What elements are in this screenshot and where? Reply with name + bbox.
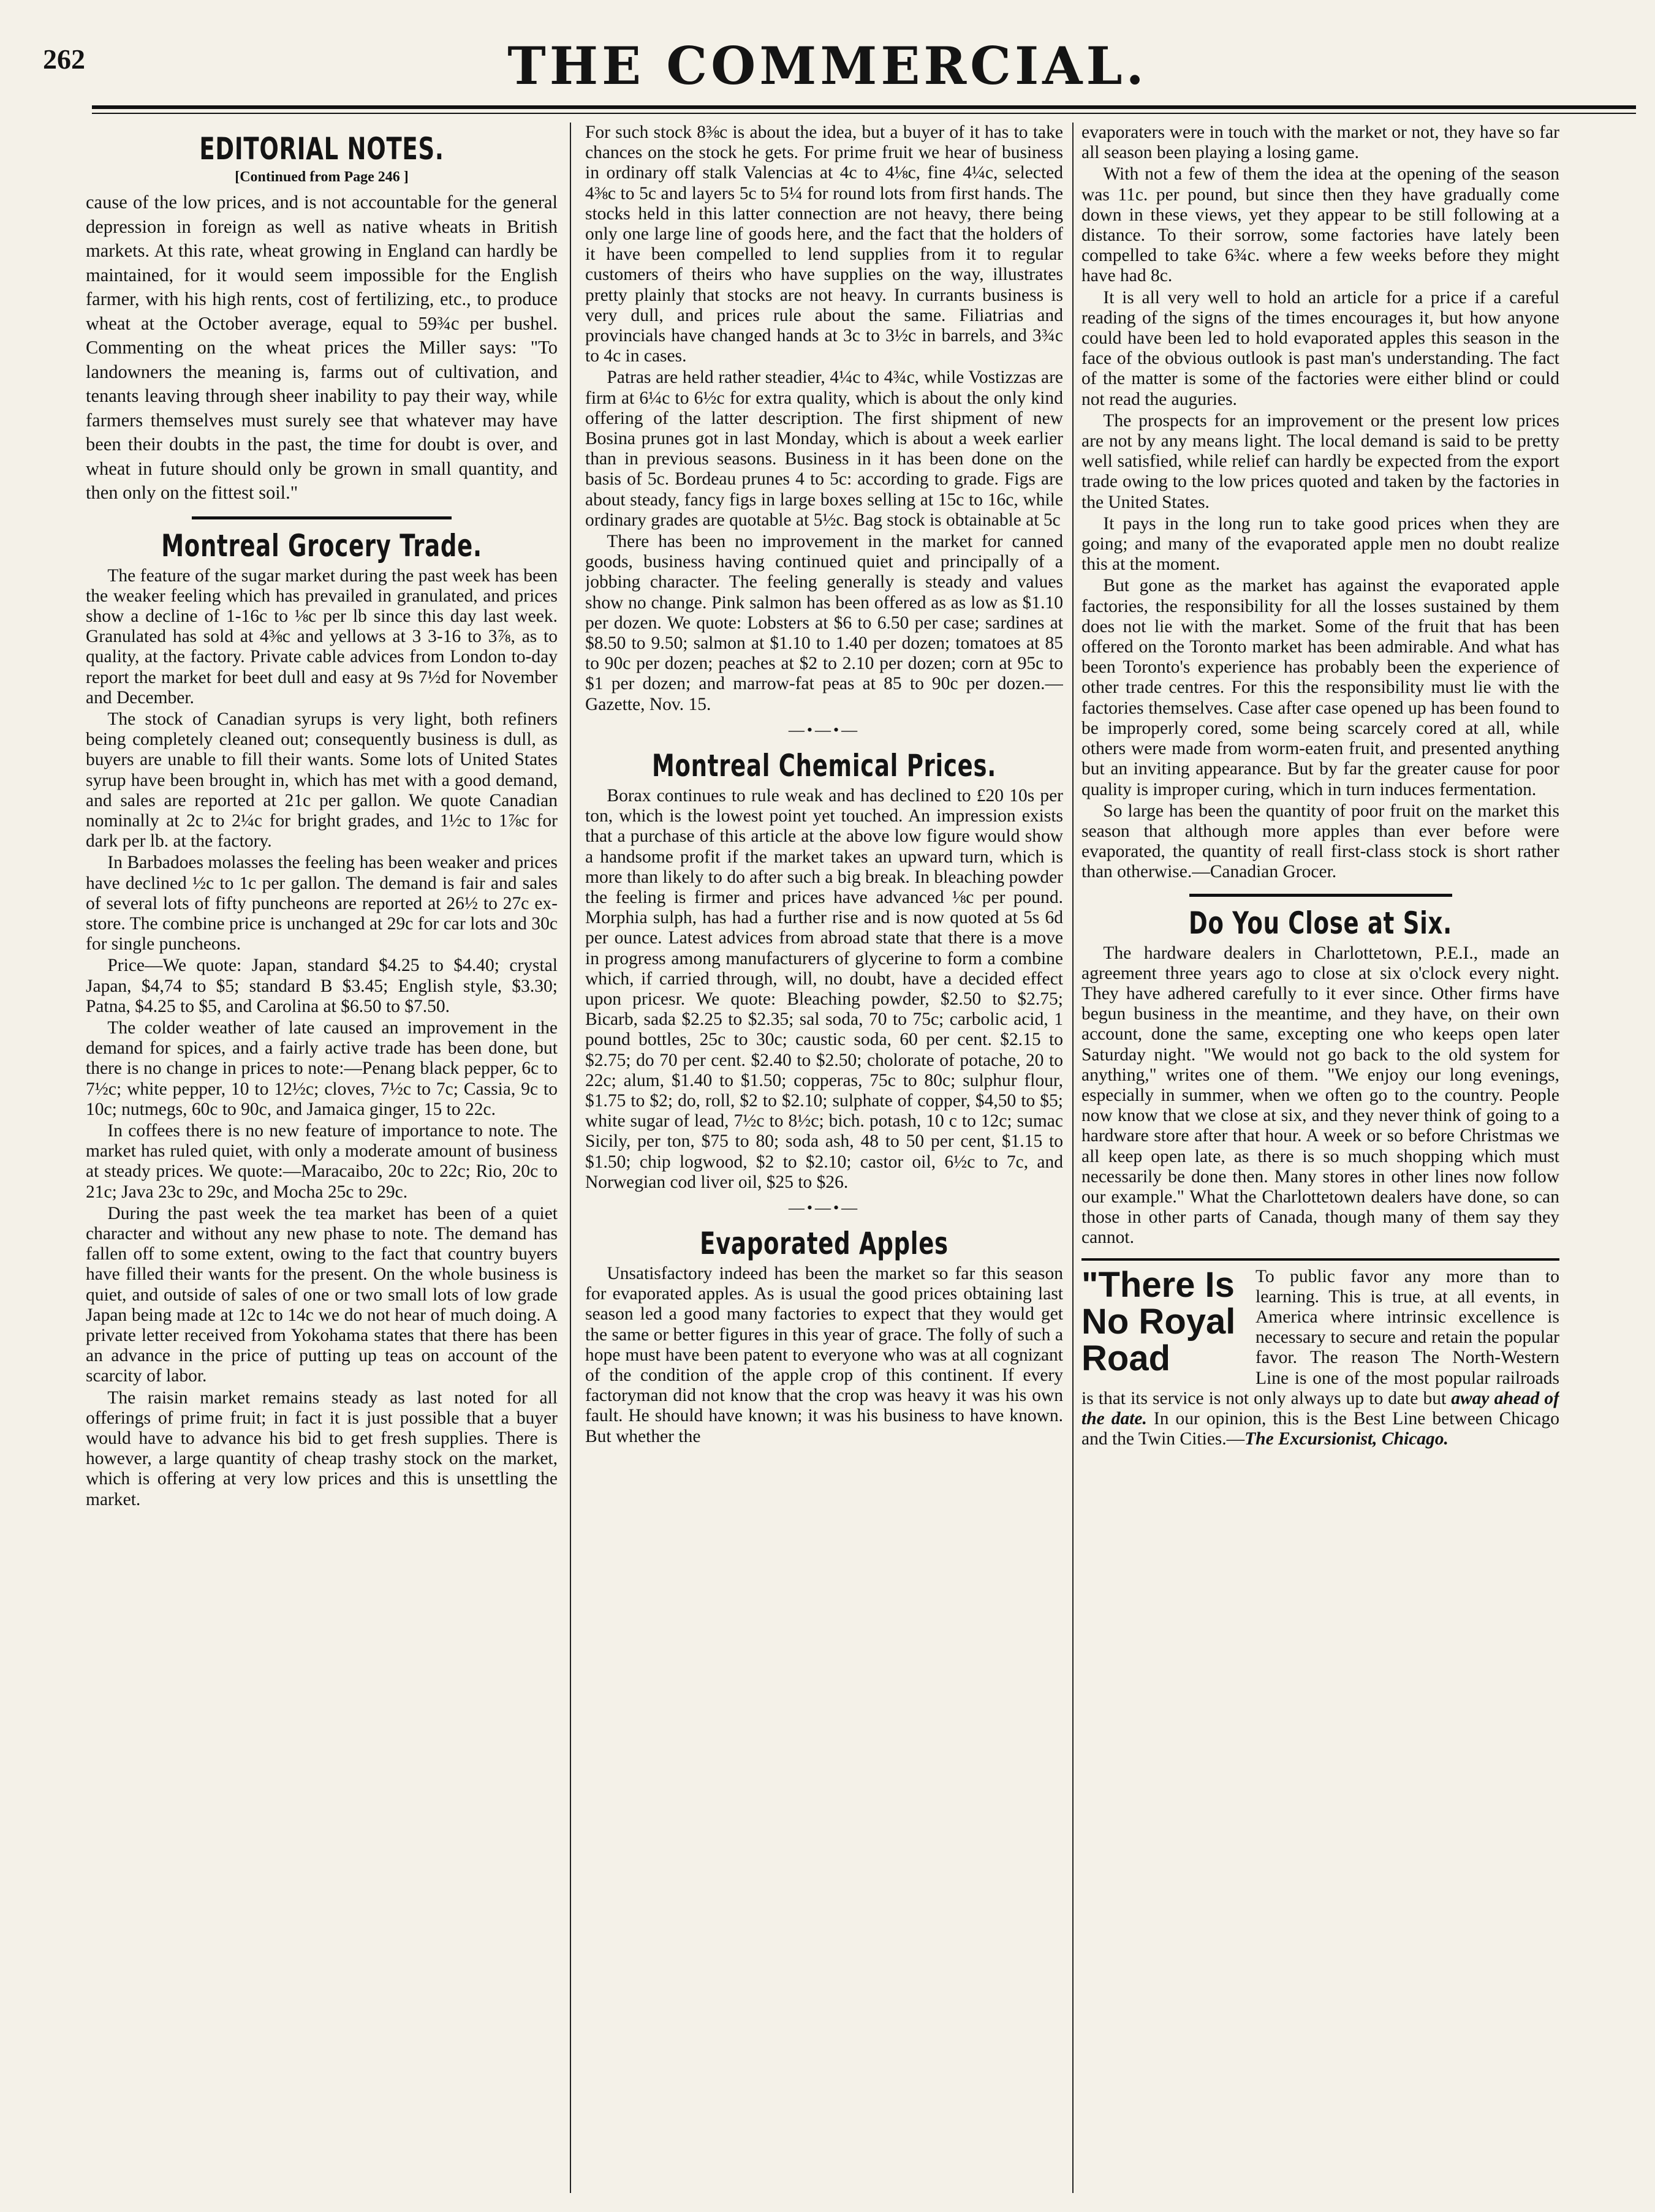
ad-body-text: In our opinion, this is the Best Line between Chicago and the Twin Cities.— <box>1081 1408 1559 1449</box>
grocery-paragraph: The raisin market remains steady as last noted for all offerings of prime fruit; in fact it is just possible that a buyer would have to advance his bid to get fresh supplies. There is however, a large quantity of cheap trashy stock on the market, which is offering at very low prices and this is unsettling the market. <box>86 1387 558 1509</box>
apples-paragraph: But gone as the market has against the evaporated apple factories, the responsibility for all the losses sustained by them does not lie with the market. Some of the fruit that has been offered on the Toronto market has been admirable. And what has been Toronto's experience has probably been the experience of other trade centres. For this the responsibility must lie with the factories themselves. Case after case opened up has been found to be improperly cored, some being scarcely cored at all, while others were made from worm-eaten fruit, and presented anything but an inviting appearance. But by far the greater cause for poor quality is improper curing, which in turn induces fermentation. <box>1081 576 1559 799</box>
grocery-paragraph: The stock of Canadian syrups is very light, both refiners being completely cleaned out; consequently business is dull, as buyers are unable to fill their wants. Some lots of United States syrup have been brought in, which has met with a good demand, and sales are reported at 21c per gallon. We quote Canadian nominally at 2c to 2¼c for bright grades, and 1½c to 1⅞c for dark per lb. at the factory. <box>86 709 558 851</box>
continued-note: [Continued from Page 246 ] <box>235 169 409 185</box>
grocery-paragraph: There has been no improvement in the market for canned goods, business having continued quiet and principally of a jobbing character. The feeling generally is steady and values show no change. Pink salmon has been offered as as low as $1.10 per dozen. We quote: Lobsters at $6 to 6.50 per case; sardines at $8.50 to 9.50; salmon at $1.10 to 1.40 per dozen; tomatoes at 85 to 90c per dozen; peaches at $2 to 2.10 per dozen; corn at 95c to $1 per dozen; and marrow-fat peas at 85 to 90c per dozen.—Gazette, Nov. 15. <box>585 532 1063 714</box>
masthead-rule-thin <box>92 113 1636 114</box>
column-divider <box>1072 123 1074 2193</box>
apples-paragraph: With not a few of them the idea at the opening of the season was 11c. per pound, but since then they have gradually come down in these views, yet they appear to be still following at a distance. To their sorrow, some factories have lately been compelled to take 6¾c. where a few weeks before they might have had 8c. <box>1081 164 1559 286</box>
column-2 <box>585 123 1063 2205</box>
ornament-separator: —•—•— <box>788 1198 860 1217</box>
close-paragraph: The hardware dealers in Charlottetown, P.E.I., made an agreement three years ago to close at six o'clock every night. They have adhered carefully to it ever since. Other firms have begun business in the meantime, and they have, on their own account, done the same, excepting one who keeps open later Saturday night. "We would not go back to the old system for anything," writes one of them. "We enjoy our long evenings, especially in summer, when we often go to the country. People now know that we close at six, and they never think of going to a hardware store after that hour. A week or so before Christmas we all keep open late, as there is so much shopping which must necessarily be done then. Many stores in other lines now follow our example." What the Charlottetown dealers have done, so can those in other parts of Canada, though many of them say they cannot. <box>1081 943 1559 1248</box>
apples-paragraph: The prospects for an improvement or the present low prices are not by any means light. The local demand is said to be pretty well satisfied, while relief can hardly be expected from the export trade owing to the low prices quoted and taken by the factories in the United States. <box>1081 410 1559 512</box>
section-rule <box>1189 894 1452 897</box>
apples-paragraph: It is all very well to hold an article for a price if a careful reading of the signs of the times encourages it, but how anyone could have been led to hold evaporated apples this season in the face of the obvious outlook is past man's understanding. The fact of the matter is some of the factories were either blind or could not read the auguries. <box>1081 287 1559 409</box>
grocery-paragraph: During the past week the tea market has been of a quiet character and without any new phase to note. The demand has fallen off to some extent, owing to the fact that country buyers have filled their wants for the present. On the whole business is quiet, and outside of sales of one or two small lots of low grade Japan being made at 12c to 14c we do not hear of much doing. A private letter received from Yokohama states that there has been an advance in the price of putting up teas on account of the scarcity of labor. <box>86 1203 558 1386</box>
ad-source: The Excursionist, Chicago. <box>1244 1429 1449 1449</box>
chemical-heading: Montreal Chemical Prices. <box>651 747 997 783</box>
apples-paragraph: evaporaters were in touch with the market or not, they have so far all season been playing a losing game. <box>1081 123 1559 163</box>
grocery-paragraph: In Barbadoes molasses the feeling has been weaker and prices have declined ½c to 1c per gallon. The demand is fair and sales of several lots of fifty puncheons are reported at 26½ to 27c ex-store. The combine price is unchanged at 29c for car lots and 30c for single puncheons. <box>86 853 558 954</box>
column-1 <box>86 123 558 2205</box>
grocery-paragraph: The colder weather of late caused an improvement in the demand for spices, and a fairly active trade has been done, but there is no change in prices to note:—Penang black pepper, 6c to 7½c; white pepper, 10 to 12½c; cloves, 7½c to 7c; Cassia, 9c to 10c; nutmegs, 60c to 90c, and Jamaica ginger, 15 to 22c. <box>86 1017 558 1119</box>
grocery-paragraph: In coffees there is no new feature of importance to note. The market has ruled quiet, with only a moderate amount of business at steady prices. We quote:—Maracaibo, 20c to 22c; Rio, 20c to 21c; Java 23c to 29c, and Mocha 25c to 29c. <box>86 1120 558 1202</box>
close-heading: Do You Close at Six. <box>1189 905 1452 941</box>
ad-headline: "There Is No Royal Road <box>1081 1264 1236 1378</box>
masthead-rule <box>92 105 1636 109</box>
editorial-heading: EDITORIAL NOTES. <box>199 131 444 167</box>
apples-heading: Evaporated Apples <box>700 1225 949 1261</box>
page-number: 262 <box>43 43 85 75</box>
chemical-paragraph: Borax continues to rule weak and has declined to £20 10s per ton, which is the lowest point yet touched. An impression exists that a purchase of this article at the above low figure would show a handsome profit if the market takes an upward turn, which is more than likely to do after such a big break. In bleaching powder the feeling is firmer and prices have advanced ⅛c per pound. Morphia sulph, has had a further rise and is now quoted at 5s 6d per ounce. Latest advices from abroad state that there is a move in progress among manufacturers of glycerine to form a combine which, if carried through, will, no doubt, have a decided effect upon pricesr. We quote: Bleaching powder, $2.50 to $2.75; Bicarb, sada $2.25 to $2.35; sal soda, 70 to 75c; carbolic acid, 1 pound bottles, 25c to 30c; caustic soda, 60 per cent. $2.15 to $2.75; do 70 per cent. $2.40 to $2.50; cholorate of potache, 20 to 22c; alum, $1.40 to $1.50; copperas, 75c to 80c; sulphur flour, $1.75 to $2; do, roll, $2 to $2.10; sulphate of copper, $4,50 to $5; white sugar of lead, 7½c to 8½c; bich. potash, 10 c to 12c; sumac Sicily, per ton, $75 to 80; soda ash, 48 to 50 per cent, $1.15 to $1.50; chip logwood, $2 to $2.10; castor oil, 6½c to 7c, and Norwegian cod liver oil, $25 to $26. <box>585 785 1063 1192</box>
grocery-paragraph: The feature of the sugar market during the past week has been the weaker feeling which has prevailed in granulated, and prices show a decline of 1-16c to ⅛c per lb since this day last week. Granulated has sold at 4⅜c and yellows at 3 3-16 to 3⅞, as to quality, at the factory. Private cable advices from London to-day report the market for beet dull and easy at 9s 7½d for November and December. <box>86 565 558 708</box>
ornament-separator: —•—•— <box>788 720 860 739</box>
column-3 <box>1081 123 1559 2205</box>
apples-paragraph: It pays in the long run to take good prices when they are going; and many of the evaporated apple men no doubt realize this at the moment. <box>1081 513 1559 575</box>
ad-body-emphasis: away ahead of the date. <box>1081 1388 1559 1429</box>
editorial-paragraph: cause of the low prices, and is not accountable for the general depression in foreign as well as native wheats in British markets. At this rate, wheat growing in England can hardly be maintained, for it would seem impossible for the English farmer, with his high rents, cost of fertilizing, etc., to produce wheat at the October average, equal to 59¾c per bushel. Commenting on the wheat prices the Miller says: "To landowners the meaning is, farms out of cultivation, and tenants leaving through sheer inability to pay their way, while farmers themselves must surely see that whatever may have been their doubts in the past, the time for doubt is over, and wheat in future should only be grown in small quantity, and then only on the fittest soil." <box>86 192 558 503</box>
apples-paragraph: So large has been the quantity of poor fruit on the market this season that although more apples than ever before were evaporated, the quantity of reall first-class stock is short rather than otherwise.—Canadian Grocer. <box>1081 801 1559 882</box>
masthead: THE COMMERCIAL. <box>507 36 1148 96</box>
column-divider <box>570 123 571 2193</box>
apples-paragraph: Unsatisfactory indeed has been the market so far this season for evaporated apples. As is usual the good prices obtaining last season led a good many factories to expect that they would get the same or better figures in this year of grace. The folly of such a hope must have been patent to everyone who was at all cognizant of the condition of the apple crop of this continent. If every factoryman did not know that the crop was heavy it was his own fault. He should have known; it was his business to have known. But whether the <box>585 1263 1063 1446</box>
grocery-paragraph: Patras are held rather steadier, 4¼c to 4¾c, while Vostizzas are firm at 6¼c to 6½c for extra quality, which is about the only kind offering of the latter description. The first shipment of new Bosina prunes got in last Monday, which is about a week earlier than in previous seasons. Business in it has been done on the basis of 5c. Bordeau prunes 4 to 5c: according to grade. Figs are about steady, fancy figs in large boxes selling at 15c to 16c, while ordinary grades are quotable at 5½c. Bag stock is obtainable at 5c <box>585 368 1063 530</box>
grocery-heading: Montreal Grocery Trade. <box>161 527 482 564</box>
grocery-paragraph: For such stock 8⅜c is about the idea, but a buyer of it has to take chances on the stock he gets. For prime fruit we hear of business in ordinary off stalk Valencias at 4c to 4⅛c, fine 4¼c, selected 4⅜c to 5c and layers 5c to 5¼ for round lots from first hands. The stocks held in this latter connection are not heavy, there being only one large line of goods here, and the fact that the holders of it have been compelled to lend supplies from it to regular customers of theirs who have supplies on the way, illustrates pretty plainly that stocks are not heavy. In currants business is very dull, and prices rule about the same. Filiatrias and provincials have changed hands at 3c to 3½c in barrels, and 3¾c to 4c in cases. <box>585 123 1063 366</box>
ad-body-text: To public favor any more than to learning. This is true, at all events, in America where intrinsic excellence is necessary to secure and retain the popular favor. The reason The North-Western Line is one of the most popular railroads is that its service is not only always up to date but <box>1081 1266 1559 1408</box>
grocery-paragraph: Price—We quote: Japan, standard $4.25 to $4.40; crystal Japan, $4,74 to $5; standard B $3.45; English style, $3.30; Patna, $4.25 to $5, and Carolina at $6.50 to $7.50. <box>86 956 558 1016</box>
section-rule <box>192 516 452 519</box>
railroad-advertisement <box>1081 1258 1559 1450</box>
